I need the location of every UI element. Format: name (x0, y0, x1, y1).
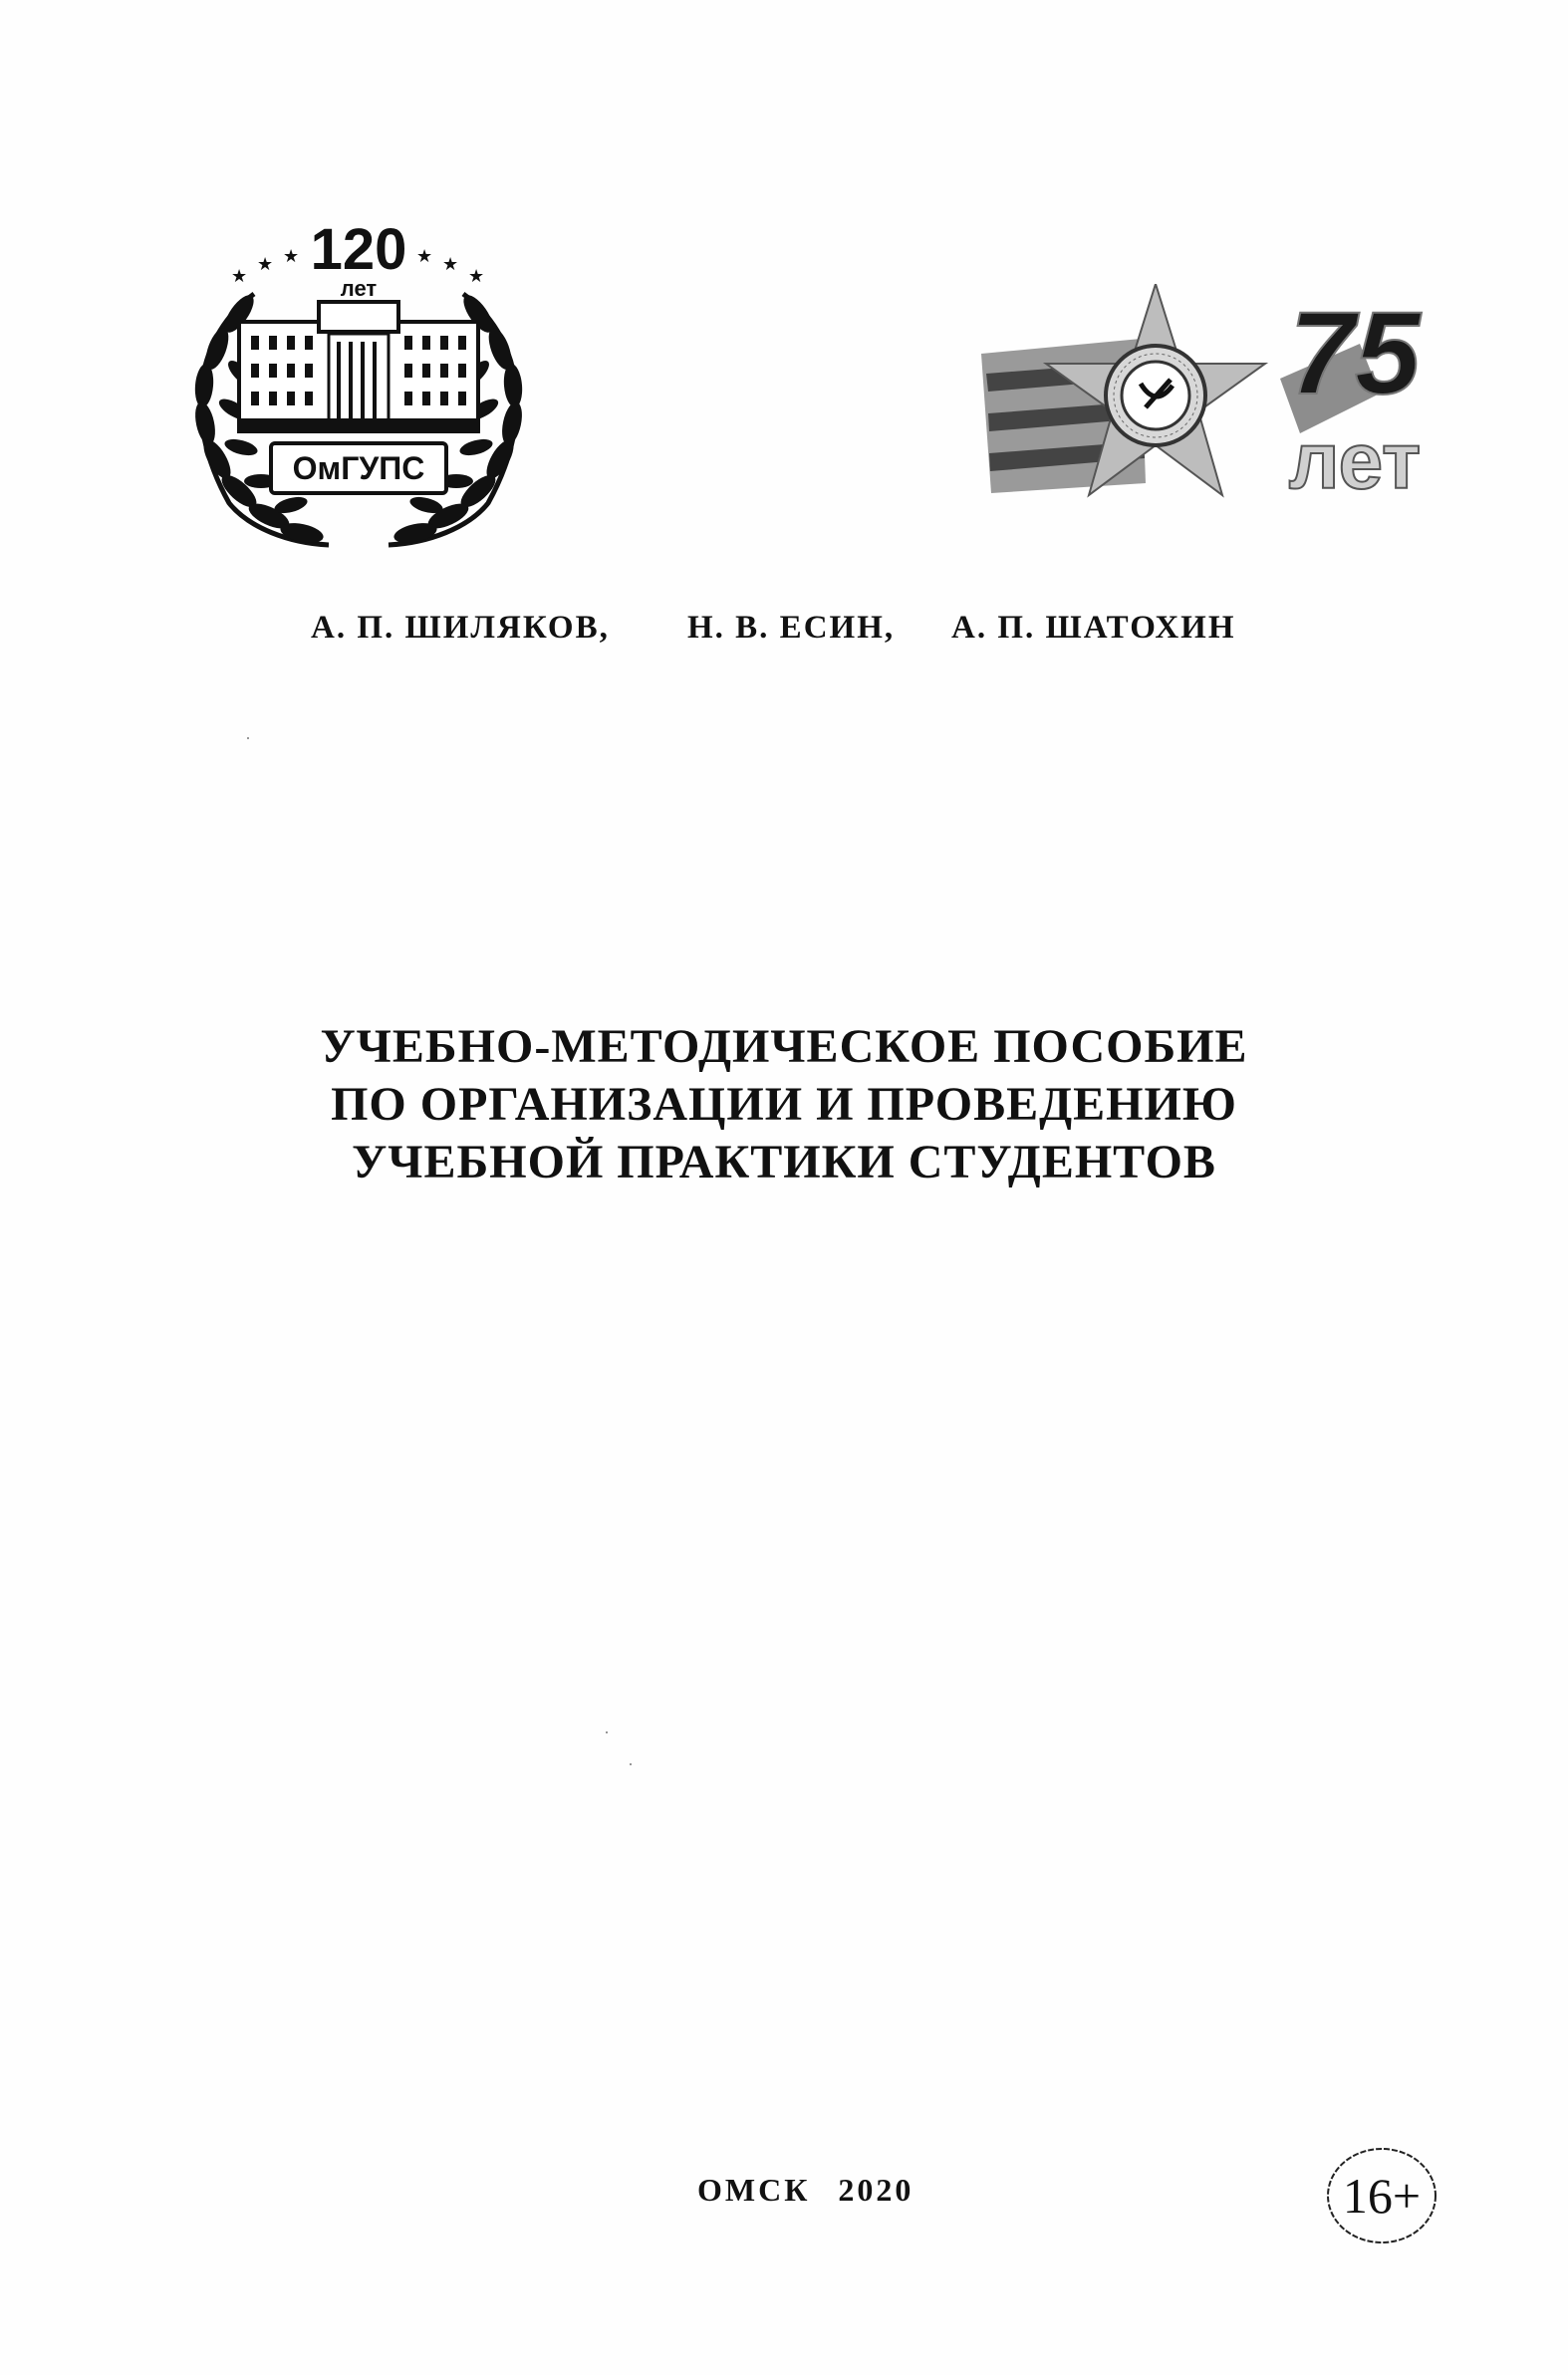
svg-text:★: ★ (468, 266, 485, 287)
victory-75-years-logo (981, 284, 1439, 508)
logo-years-number: 120 (310, 217, 407, 282)
svg-text:★: ★ (416, 246, 433, 267)
svg-text:★: ★ (231, 266, 248, 287)
publication-year: 2020 (838, 2172, 915, 2208)
omgups-120-years-logo (159, 214, 558, 553)
anniversary-word: лет (1288, 416, 1422, 505)
document-title (0, 1018, 1568, 1191)
author-1: А. П. ШИЛЯКОВ, (311, 610, 610, 646)
age-rating-text: 16+ (1342, 2168, 1422, 2224)
age-rating-badge (1323, 2144, 1440, 2247)
anniversary-number: 75 (1289, 288, 1421, 419)
svg-text:★: ★ (283, 246, 300, 267)
author-3: А. П. ШАТОХИН (951, 610, 1236, 646)
logo-years-word: лет (340, 276, 378, 301)
svg-text:★: ★ (442, 254, 459, 275)
title-line-2: ПО ОРГАНИЗАЦИИ И ПРОВЕДЕНИЮ (331, 1078, 1237, 1131)
university-building-icon (239, 302, 478, 432)
svg-text:★: ★ (257, 254, 274, 275)
scan-speck (247, 737, 249, 739)
title-line-1: УЧЕБНО-МЕТОДИЧЕСКОЕ ПОСОБИЕ (320, 1020, 1248, 1073)
publication-place-year (697, 2172, 914, 2209)
logo-university-name: ОмГУПС (292, 450, 425, 486)
scan-speck (606, 1731, 608, 1733)
scan-speck (630, 1763, 632, 1765)
publication-city: ОМСК (697, 2172, 811, 2208)
author-2: Н. В. ЕСИН, (687, 610, 896, 646)
title-line-3: УЧЕБНОЙ ПРАКТИКИ СТУДЕНТОВ (352, 1136, 1216, 1188)
